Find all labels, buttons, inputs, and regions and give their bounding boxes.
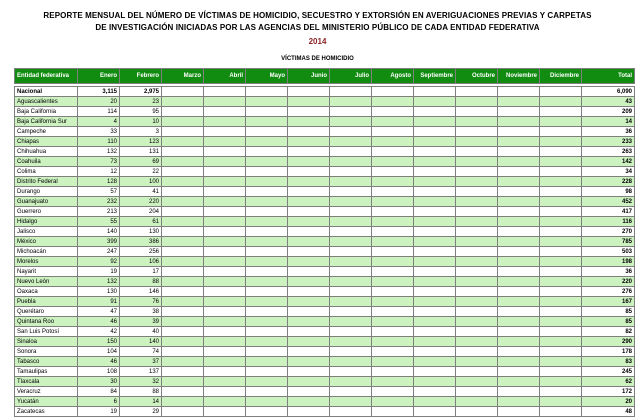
entity-name: Baja California Sur <box>15 117 78 127</box>
table-row <box>15 367 635 377</box>
table-row <box>15 387 635 397</box>
value-febrero: 88 <box>120 387 162 397</box>
value-febrero: 29 <box>120 407 162 417</box>
table-row <box>15 347 635 357</box>
value-total: 245 <box>582 367 635 377</box>
column-header: Octubre <box>456 69 498 84</box>
value-total: 209 <box>582 107 635 117</box>
report-title-line-1: REPORTE MENSUAL DEL NÚMERO DE VÍCTIMAS DE HOMICIDIO, SECUESTRO Y EXTORSIÓN EN AVERIGUACIONES PREVIAS Y CARPETAS <box>43 11 592 20</box>
value-total: 452 <box>582 197 635 207</box>
value-enero: 19 <box>78 267 120 277</box>
table-row <box>15 287 635 297</box>
column-header: Febrero <box>120 69 162 84</box>
value-febrero: 10 <box>120 117 162 127</box>
entity-name: Nacional <box>15 87 78 97</box>
entity-name: San Luis Potosí <box>15 327 78 337</box>
value-enero: 20 <box>78 97 120 107</box>
value-total: 14 <box>582 117 635 127</box>
value-febrero: 22 <box>120 167 162 177</box>
value-febrero: 69 <box>120 157 162 167</box>
value-enero: 150 <box>78 337 120 347</box>
value-total: 233 <box>582 137 635 147</box>
value-total: 82 <box>582 327 635 337</box>
value-febrero: 39 <box>120 317 162 327</box>
value-febrero: 38 <box>120 307 162 317</box>
value-febrero: 88 <box>120 277 162 287</box>
value-enero: 114 <box>78 107 120 117</box>
value-febrero: 61 <box>120 217 162 227</box>
value-enero: 73 <box>78 157 120 167</box>
column-header: Enero <box>78 69 120 84</box>
value-total: 263 <box>582 147 635 157</box>
value-total: 198 <box>582 257 635 267</box>
value-febrero: 131 <box>120 147 162 157</box>
table-row <box>15 117 635 127</box>
value-febrero: 130 <box>120 227 162 237</box>
table-row <box>15 197 635 207</box>
table-subtitle: VÍCTIMAS DE HOMICIDIO <box>281 56 354 62</box>
value-total: 142 <box>582 157 635 167</box>
value-total: 43 <box>582 97 635 107</box>
value-febrero: 76 <box>120 297 162 307</box>
value-enero: 110 <box>78 137 120 147</box>
table-row <box>15 167 635 177</box>
table-row <box>15 267 635 277</box>
entity-name: Baja California <box>15 107 78 117</box>
table-row <box>15 407 635 417</box>
value-febrero: 3 <box>120 127 162 137</box>
table-row <box>15 97 635 107</box>
table-row <box>15 157 635 167</box>
value-total: 36 <box>582 267 635 277</box>
value-febrero: 32 <box>120 377 162 387</box>
value-febrero: 256 <box>120 247 162 257</box>
value-febrero: 100 <box>120 177 162 187</box>
value-total: 270 <box>582 227 635 237</box>
entity-name: Chihuahua <box>15 147 78 157</box>
table-row <box>15 137 635 147</box>
value-total: 785 <box>582 237 635 247</box>
value-enero: 104 <box>78 347 120 357</box>
value-total: 276 <box>582 287 635 297</box>
homicide-victims-table <box>14 68 635 417</box>
value-enero: 91 <box>78 297 120 307</box>
entity-name: Sinaloa <box>15 337 78 347</box>
value-febrero: 74 <box>120 347 162 357</box>
column-header: Diciembre <box>540 69 582 84</box>
entity-name: Guerrero <box>15 207 78 217</box>
value-febrero: 386 <box>120 237 162 247</box>
entity-name: Quintana Roo <box>15 317 78 327</box>
table-row <box>15 247 635 257</box>
entity-name: Tamaulipas <box>15 367 78 377</box>
entity-name: Durango <box>15 187 78 197</box>
table-row <box>15 257 635 267</box>
value-total: 220 <box>582 277 635 287</box>
entity-name: Hidalgo <box>15 217 78 227</box>
value-febrero: 14 <box>120 397 162 407</box>
value-total: 62 <box>582 377 635 387</box>
entity-name: Nuevo León <box>15 277 78 287</box>
entity-name: Oaxaca <box>15 287 78 297</box>
value-enero: 108 <box>78 367 120 377</box>
table-row <box>15 297 635 307</box>
entity-name: Sonora <box>15 347 78 357</box>
entity-name: Colima <box>15 167 78 177</box>
value-enero: 3,115 <box>78 87 120 97</box>
entity-name: Guanajuato <box>15 197 78 207</box>
entity-name: México <box>15 237 78 247</box>
value-total: 116 <box>582 217 635 227</box>
value-total: 36 <box>582 127 635 137</box>
column-header: Total <box>582 69 635 84</box>
value-total: 172 <box>582 387 635 397</box>
value-enero: 33 <box>78 127 120 137</box>
national-row <box>15 87 635 97</box>
entity-name: Aguascalientes <box>15 97 78 107</box>
value-enero: 232 <box>78 197 120 207</box>
table-row <box>15 327 635 337</box>
entity-name: Chiapas <box>15 137 78 147</box>
entity-name: Yucatán <box>15 397 78 407</box>
value-enero: 140 <box>78 227 120 237</box>
value-enero: 55 <box>78 217 120 227</box>
column-header: Noviembre <box>498 69 540 84</box>
table-row <box>15 397 635 407</box>
value-enero: 12 <box>78 167 120 177</box>
value-total: 417 <box>582 207 635 217</box>
table-row <box>15 227 635 237</box>
entity-name: Michoacán <box>15 247 78 257</box>
value-total: 178 <box>582 347 635 357</box>
entity-name: Zacatecas <box>15 407 78 417</box>
column-header: Marzo <box>162 69 204 84</box>
value-febrero: 220 <box>120 197 162 207</box>
table-row <box>15 377 635 387</box>
column-header: Agosto <box>372 69 414 84</box>
table-row <box>15 187 635 197</box>
entity-name: Querétaro <box>15 307 78 317</box>
value-enero: 130 <box>78 287 120 297</box>
value-total: 290 <box>582 337 635 347</box>
column-header: Junio <box>288 69 330 84</box>
column-header: Entidad federativa <box>15 69 78 84</box>
table-row <box>15 207 635 217</box>
value-febrero: 95 <box>120 107 162 117</box>
report-title-line-2: DE INVESTIGACIÓN INICIADAS POR LAS AGENCIAS DEL MINISTERIO PÚBLICO DE CADA ENTIDAD FEDERATIVA <box>95 23 540 32</box>
table-row <box>15 357 635 367</box>
value-total: 98 <box>582 187 635 197</box>
table-row <box>15 217 635 227</box>
value-total: 34 <box>582 167 635 177</box>
value-enero: 132 <box>78 147 120 157</box>
table-row <box>15 317 635 327</box>
value-total: 228 <box>582 177 635 187</box>
value-enero: 4 <box>78 117 120 127</box>
value-enero: 42 <box>78 327 120 337</box>
value-febrero: 41 <box>120 187 162 197</box>
value-enero: 47 <box>78 307 120 317</box>
value-total: 167 <box>582 297 635 307</box>
entity-name: Tabasco <box>15 357 78 367</box>
value-enero: 57 <box>78 187 120 197</box>
column-header: Mayo <box>246 69 288 84</box>
value-febrero: 204 <box>120 207 162 217</box>
value-febrero: 40 <box>120 327 162 337</box>
table-row <box>15 337 635 347</box>
value-enero: 30 <box>78 377 120 387</box>
column-header: Septiembre <box>414 69 456 84</box>
value-enero: 247 <box>78 247 120 257</box>
value-enero: 213 <box>78 207 120 217</box>
entity-name: Puebla <box>15 297 78 307</box>
entity-name: Morelos <box>15 257 78 267</box>
value-febrero: 2,975 <box>120 87 162 97</box>
entity-name: Campeche <box>15 127 78 137</box>
column-header: Julio <box>330 69 372 84</box>
value-febrero: 37 <box>120 357 162 367</box>
entity-name: Nayarit <box>15 267 78 277</box>
value-febrero: 106 <box>120 257 162 267</box>
value-enero: 132 <box>78 277 120 287</box>
table-header-row <box>15 69 635 84</box>
value-total: 20 <box>582 397 635 407</box>
value-febrero: 146 <box>120 287 162 297</box>
report-year: 2014 <box>308 37 327 46</box>
table-row <box>15 107 635 117</box>
value-enero: 46 <box>78 357 120 367</box>
table-row <box>15 177 635 187</box>
table-row <box>15 307 635 317</box>
value-total: 85 <box>582 317 635 327</box>
value-enero: 399 <box>78 237 120 247</box>
entity-name: Distrito Federal <box>15 177 78 187</box>
entity-name: Veracruz <box>15 387 78 397</box>
value-total: 85 <box>582 307 635 317</box>
table-row <box>15 277 635 287</box>
table-row <box>15 237 635 247</box>
value-total: 48 <box>582 407 635 417</box>
value-total: 83 <box>582 357 635 367</box>
entity-name: Coahuila <box>15 157 78 167</box>
value-febrero: 123 <box>120 137 162 147</box>
value-febrero: 17 <box>120 267 162 277</box>
value-febrero: 140 <box>120 337 162 347</box>
value-total: 503 <box>582 247 635 257</box>
entity-name: Tlaxcala <box>15 377 78 387</box>
value-febrero: 137 <box>120 367 162 377</box>
value-enero: 6 <box>78 397 120 407</box>
entity-name: Jalisco <box>15 227 78 237</box>
value-enero: 92 <box>78 257 120 267</box>
value-enero: 46 <box>78 317 120 327</box>
value-febrero: 23 <box>120 97 162 107</box>
value-total: 6,090 <box>582 87 635 97</box>
value-enero: 84 <box>78 387 120 397</box>
value-enero: 128 <box>78 177 120 187</box>
table-row <box>15 127 635 137</box>
table-row <box>15 147 635 157</box>
column-header: Abril <box>204 69 246 84</box>
value-enero: 19 <box>78 407 120 417</box>
